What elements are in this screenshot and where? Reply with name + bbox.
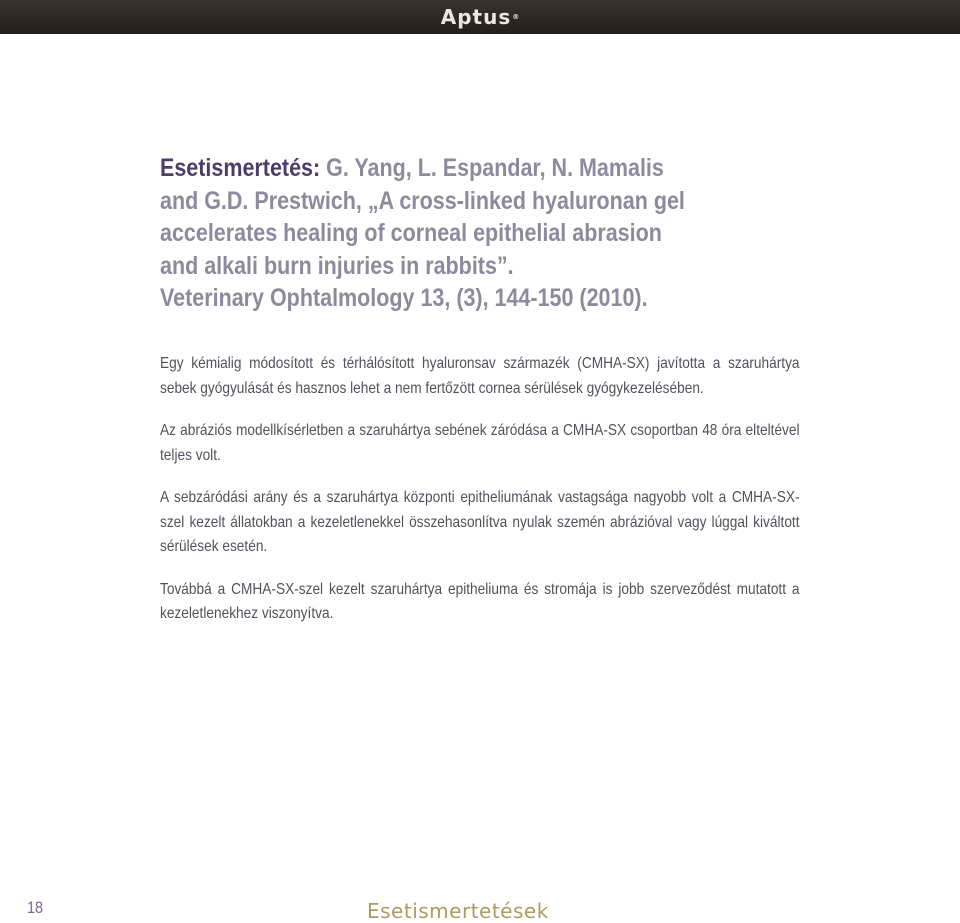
brand-logo <box>0 4 960 30</box>
paragraph-4: Továbbá a CMHA-SX-szel kezelt szaruhártya epitheliuma és stromája is jobb szerveződést mutatott a kezeletlenekhez viszonyítva. <box>160 580 800 622</box>
citation-headline <box>160 152 685 315</box>
header-bar <box>0 0 960 34</box>
paragraph-1: Egy kémialig módosított és térhálósított hyaluronsav származék (CMHA-SX) javította a szaruhártya sebek gyógyulását és hasznos lehet a nem fertőzött cornea sérülések gyógykezelésében. <box>160 355 800 397</box>
registered-mark: ® <box>512 13 520 21</box>
page-number: 18 <box>27 898 44 917</box>
section-title: Esetismertetések <box>367 899 549 923</box>
brand-name: Aptus <box>440 5 512 29</box>
paragraph-3: A sebzáródási arány és a szaruhártya központi epitheliumának vastagsága nagyobb volt a CMHA-SX-szel kezelt állatokban a kezeletlenekkel összehasonlítva nyulak szemén abrázióval vagy lúggal kiváltott sérülések esetén. <box>160 489 800 555</box>
body-text <box>160 352 960 645</box>
paragraph-2: Az abráziós modellkísérletben a szaruhártya sebének záródása a CMHA-SX csoportban 48 óra elteltével teljes volt. <box>160 422 800 464</box>
citation-lead: Esetismertetés: <box>160 154 321 182</box>
citation-text: G. Yang, L. Espandar, N. Mamalis and G.D. Prestwich, „A cross-linked hyaluronan gel accelerates healing of corneal epithelial abrasion and alkali burn injuries in rabbits”. Veterinary Ophtalmology 13, (3), 144-150 (2010). <box>160 154 685 312</box>
